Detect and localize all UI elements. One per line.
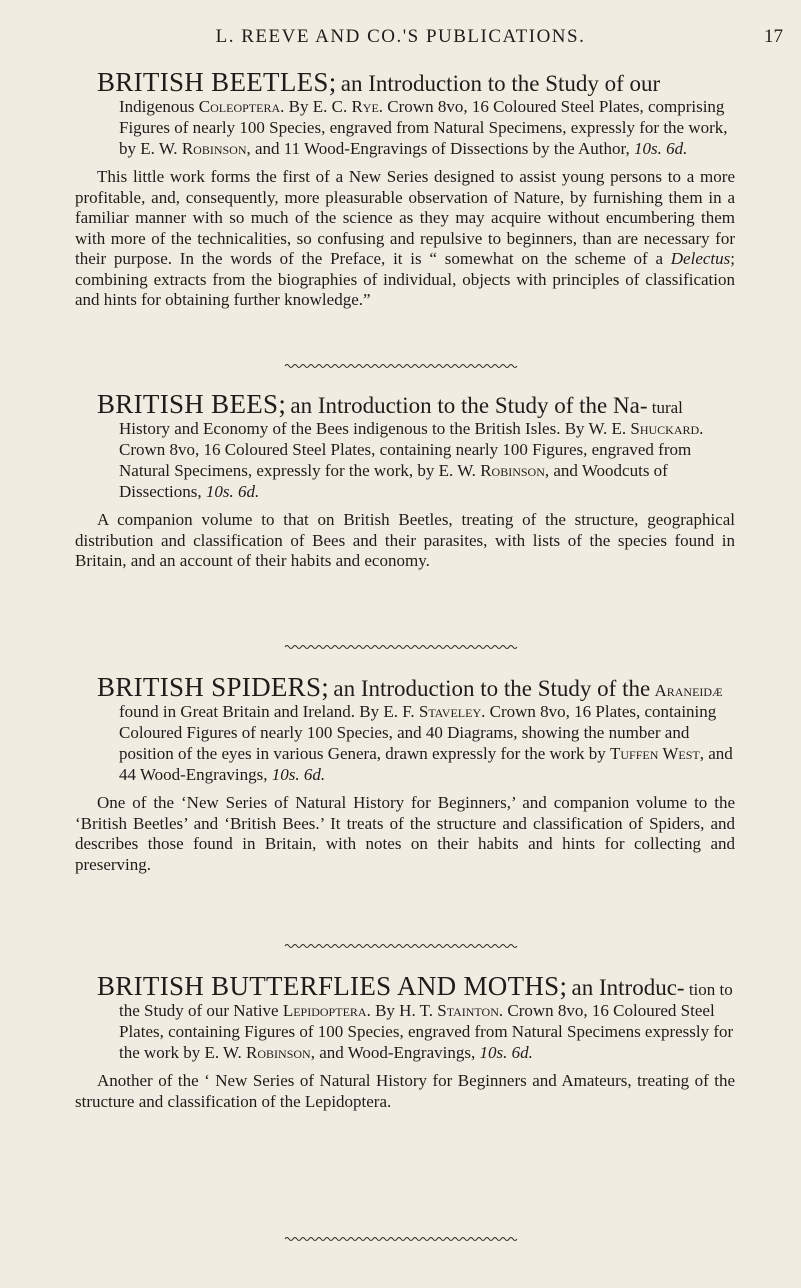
entry-description	[75, 167, 735, 311]
wavy-divider	[0, 643, 801, 651]
text-run: found in Great Britain and Ireland. By E. F.	[119, 702, 419, 721]
small-caps-text: Robinson	[480, 461, 545, 480]
wavy-rule-line	[285, 1238, 517, 1241]
text-run: . Crown 8vo, 16 Coloured Steel Plates, comprising Figures of nearly 100 Species, engraved from Natural Specimens, expressly for the work, by E. W.	[119, 97, 728, 158]
small-caps-text: Rye	[351, 97, 379, 116]
entry-heading	[97, 389, 735, 502]
text-run: , and 44 Wood-Engravings,	[119, 744, 733, 784]
small-caps-text: Staveley	[418, 702, 482, 721]
text-run: , and Woodcuts of Dissections,	[119, 461, 668, 501]
entry-description	[75, 793, 735, 875]
entry-title: BRITISH BUTTERFLIES AND MOTHS;	[97, 971, 568, 1001]
text-run: . Crown 8vo, 16 Coloured Steel Plates, containing Figures of 100 Species, engraved from Natural Specimens expressly for the work by E. W.	[119, 1001, 734, 1062]
small-caps-text: Tuffen West	[609, 744, 700, 763]
text-run: . Crown 8vo, 16 Coloured Steel Plates, containing nearly 100 Figures, engraved from Natural Specimens, expressly for the work, by E. W.	[119, 419, 704, 480]
entry-heading	[97, 971, 735, 1063]
small-caps-text: Stainton	[437, 1001, 499, 1020]
entry-title: BRITISH BEES;	[97, 389, 287, 419]
entry-subtitle: an Introduc-	[571, 975, 685, 1000]
text-run: . By E. C.	[280, 97, 352, 116]
wavy-rule-line	[285, 646, 517, 649]
entry-heading	[97, 672, 735, 785]
text-run: Indigenous	[119, 97, 199, 116]
entry-title: BRITISH SPIDERS;	[97, 672, 330, 702]
entry-british-spiders	[75, 672, 735, 875]
small-caps-text: Robinson	[246, 1043, 311, 1062]
text-run: . By H. T.	[366, 1001, 438, 1020]
wavy-rule-line	[285, 365, 517, 368]
text-run: A companion volume to that on British Beetles, treating of the structure, geographical distribution and classification of Bees and their parasites, with lists of the species found in Britain, and an account of their habits and economy.	[75, 510, 735, 570]
italic-text: 10s. 6d.	[271, 765, 326, 784]
running-title: L. REEVE AND CO.'S PUBLICATIONS.	[215, 26, 586, 47]
text-run: , and Wood-Engravings,	[310, 1043, 480, 1062]
wavy-divider	[0, 362, 801, 370]
entry-british-bees	[75, 389, 735, 572]
entry-subtitle: an Introduction to the Study of the	[333, 676, 651, 701]
entry-subtitle: an Introduction to the Study of the Na-	[290, 393, 648, 418]
small-caps-text: Lepidoptera	[282, 1001, 367, 1020]
italic-text: 10s. 6d.	[479, 1043, 533, 1062]
entry-british-beetles	[75, 67, 735, 311]
text-run: One of the ‘New Series of Natural History for Beginners,’ and companion volume to the ‘British Beetles’ and ‘British Bees.’ It treats of the structure and classification of Spiders, and describes those found in Britain, with notes on their habits and hints for collecting and preserving.	[75, 793, 735, 874]
text-run: ; combining extracts from the biographies of individual, objects with principles of classification and hints for obtaining further knowledge.”	[75, 249, 735, 309]
text-run: Another of the ‘ New Series of Natural History for Beginners and Amateurs, treating of the structure and classification of the Lepidoptera.	[75, 1071, 735, 1111]
entry-title: BRITISH BEETLES;	[97, 67, 337, 97]
running-header	[0, 26, 801, 48]
small-caps-text: Araneidæ	[654, 681, 723, 700]
italic-text: Delectus	[670, 249, 731, 268]
small-caps-text: Coleoptera	[198, 97, 281, 116]
wavy-divider	[0, 942, 801, 950]
wavy-rule-line	[285, 945, 517, 948]
entry-description	[75, 1071, 735, 1112]
wavy-divider	[0, 1235, 801, 1243]
text-run: This little work forms the first of a New Series designed to assist young persons to a more profitable, and, consequently, more pleasurable observation of Nature, by furnishing them in a familiar manner with so much of the science as they may acquire without encumbering them with more of the technicalities, so confusing and repulsive to beginners, than are necessary for their purpose. In the words of the Preface, it is “ somewhat on the scheme of a	[75, 167, 735, 268]
page-number: 17	[764, 26, 783, 47]
entry-description	[75, 510, 735, 572]
entry-details	[119, 97, 728, 158]
text-run: tural History and Economy of the Bees indigenous to the British Isles. By W. E.	[119, 398, 683, 438]
text-run: , and 11 Wood-Engravings of Dissections by the Author,	[246, 139, 634, 158]
entry-heading	[97, 67, 735, 159]
italic-text: 10s. 6d.	[205, 482, 260, 501]
italic-text: 10s. 6d.	[634, 139, 688, 158]
small-caps-text: Shuckard	[630, 419, 700, 438]
text-run: . Crown 8vo, 16 Plates, containing Coloured Figures of nearly 100 Species, and 40 Diagrams, showing the number and position of the eyes in various Genera, drawn expressly for the work by	[119, 702, 717, 763]
small-caps-text: Robinson	[181, 139, 247, 158]
entry-british-butterflies-and-moths	[75, 971, 735, 1112]
entry-subtitle: an Introduction to the Study of our	[340, 71, 661, 96]
text-run: tion to the Study of our Native	[119, 980, 733, 1020]
